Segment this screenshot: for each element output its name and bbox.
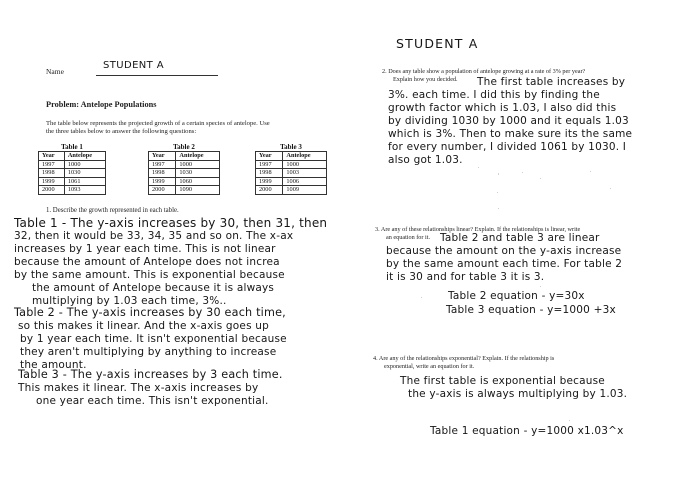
intro-line-1: The table below represents the projected growth of a certain species of antelope. Use — [46, 120, 270, 127]
table-cell: 1000 — [283, 160, 327, 169]
question-3-line-2: an equation for it. — [386, 234, 430, 241]
table-header: Year — [256, 152, 283, 161]
student-header: STUDENT A — [396, 36, 479, 51]
handwritten-line: by dividing 1030 by 1000 and it equals 1.03 — [388, 115, 629, 127]
table-3 — [255, 143, 327, 195]
table-2-grid — [148, 151, 220, 195]
table-cell: 1030 — [176, 169, 220, 178]
table-cell: 1997 — [149, 160, 176, 169]
table-row — [39, 169, 106, 178]
answer-1-table-2 — [14, 306, 360, 372]
handwritten-line: for every number, I divided 1061 by 1030. I — [388, 141, 627, 153]
table-row — [149, 177, 220, 186]
answer-2 — [388, 76, 688, 167]
table-3-caption: Table 3 — [280, 143, 302, 151]
table-3-grid — [255, 151, 327, 195]
table-cell: 2000 — [256, 186, 283, 195]
table-cell: 1999 — [256, 177, 283, 186]
answer-3 — [386, 232, 696, 284]
table-cell: 2000 — [39, 186, 65, 195]
handwritten-line: the amount of Antelope because it is always — [32, 282, 275, 294]
scan-speck: . — [569, 418, 571, 423]
table-cell: 1009 — [283, 186, 327, 195]
handwritten-line: Table 3 - The y-axis increases by 3 each time. — [18, 368, 283, 381]
handwritten-line: by the same amount each time. For table 2 — [386, 258, 623, 270]
table-row — [39, 186, 106, 195]
handwritten-line: one year each time. This isn't exponential. — [36, 395, 269, 407]
table-row — [256, 160, 327, 169]
handwritten-line: because the amount on the y-axis increase — [386, 245, 622, 257]
table-row — [256, 177, 327, 186]
table-1-caption: Table 1 — [61, 143, 83, 151]
scan-speck: . — [540, 176, 542, 181]
problem-title: Problem: Antelope Populations — [46, 100, 157, 109]
question-1: 1. Describe the growth represented in each table. — [46, 207, 179, 214]
handwritten-line: it is 30 and for table 3 it is 3. — [386, 271, 545, 283]
handwritten-line: 3%. each time. I did this by finding the — [388, 89, 600, 101]
table-cell: 1000 — [64, 160, 105, 169]
handwritten-line: This makes it linear. The x-axis increases by — [18, 382, 259, 394]
handwritten-line: Table 2 and table 3 are linear — [440, 232, 600, 244]
question-4-line-1: 4. Are any of the relationships exponential? Explain. If the relationship is — [373, 355, 555, 362]
handwritten-line: The first table is exponential because — [400, 375, 605, 387]
handwritten-line: they aren't multiplying by anything to increase — [20, 346, 277, 358]
scan-speck: . — [590, 169, 592, 174]
table-cell: 1090 — [176, 186, 220, 195]
table-header: Antelope — [64, 152, 105, 161]
table-header: Year — [39, 152, 65, 161]
handwritten-line: multiplying by 1.03 each time, 3%.. — [32, 295, 227, 307]
table-cell: 1093 — [64, 186, 105, 195]
scan-speck: . — [498, 206, 500, 211]
handwritten-line: by 1 year each time. It isn't exponential because — [20, 333, 287, 345]
table-cell: 2000 — [149, 186, 176, 195]
handwritten-line: The first table increases by — [477, 76, 626, 88]
table-cell: 1997 — [256, 160, 283, 169]
table-cell: 1999 — [39, 177, 65, 186]
handwritten-line: increases by 1 year each time. This is not linear — [14, 243, 276, 255]
equation-table-1: Table 1 equation - y=1000 x1.03^x — [430, 425, 624, 437]
table-row — [149, 186, 220, 195]
name-underline — [96, 75, 218, 76]
scan-speck: . — [478, 165, 480, 170]
handwritten-line: because the amount of Antelope does not increa — [14, 256, 280, 268]
table-cell: 1061 — [64, 177, 105, 186]
scan-speck: . — [497, 190, 499, 195]
answer-1-table-3 — [18, 368, 364, 408]
scan-speck: . — [522, 170, 524, 175]
question-3-line-1: 3. Are any of these relationships linear? Explain. If the relationships is linear, write — [375, 226, 581, 233]
table-header: Year — [149, 152, 176, 161]
scan-speck: , — [498, 171, 500, 176]
table-cell: 1060 — [176, 177, 220, 186]
answer-1-table-1 — [14, 216, 360, 308]
scan-speck: . — [610, 186, 612, 191]
table-2 — [148, 143, 220, 195]
intro-line-2: the three tables below to answer the following questions: — [46, 128, 197, 135]
handwritten-line: the amount. — [20, 359, 87, 371]
question-2-line-1: 2. Does any table show a population of antelope growing at a rate of 3% per year? — [382, 68, 586, 75]
handwritten-line: Table 2 - The y-axis increases by 30 each time, — [14, 306, 286, 319]
handwritten-line: so this makes it linear. And the x-axis goes up — [18, 320, 270, 332]
table-row — [256, 169, 327, 178]
equation-table-2: Table 2 equation - y=30x — [448, 290, 585, 302]
table-1-grid — [38, 151, 106, 195]
answer-4 — [400, 375, 690, 401]
handwritten-line: the y-axis is always multiplying by 1.03. — [408, 388, 628, 400]
table-1 — [38, 143, 106, 195]
handwritten-line: by the same amount. This is exponential because — [14, 269, 285, 281]
handwritten-line: 32, then it would be 33, 34, 35 and so on. The x-ax — [14, 230, 294, 242]
equation-table-3: Table 3 equation - y=1000 +3x — [446, 304, 616, 316]
table-cell: 1999 — [149, 177, 176, 186]
name-value: STUDENT A — [103, 60, 165, 71]
handwritten-line: Table 1 - The y-axis increases by 30, then 31, then — [14, 216, 328, 230]
handwritten-line: also got 1.03. — [388, 154, 463, 166]
scan-speck: . — [421, 295, 423, 300]
table-cell: 1998 — [39, 169, 65, 178]
table-2-caption: Table 2 — [173, 143, 195, 151]
scan-speck: . — [540, 284, 542, 289]
table-cell: 1997 — [39, 160, 65, 169]
handwritten-line: growth factor which is 1.03, I also did this — [388, 102, 617, 114]
handwritten-line: which is 3%. Then to make sure its the same — [388, 128, 633, 140]
name-label: Name — [46, 67, 64, 76]
table-cell: 1000 — [176, 160, 220, 169]
table-row — [39, 160, 106, 169]
table-cell: 1003 — [283, 169, 327, 178]
question-4-line-2: exponential, write an equation for it. — [384, 363, 475, 370]
table-header: Antelope — [283, 152, 327, 161]
table-cell: 1998 — [256, 169, 283, 178]
question-2-line-2: Explain how you decided. — [393, 76, 458, 83]
table-cell: 1030 — [64, 169, 105, 178]
table-row — [149, 160, 220, 169]
table-row — [39, 177, 106, 186]
table-row — [149, 169, 220, 178]
table-cell: 1006 — [283, 177, 327, 186]
table-cell: 1998 — [149, 169, 176, 178]
table-header: Antelope — [176, 152, 220, 161]
table-row — [256, 186, 327, 195]
